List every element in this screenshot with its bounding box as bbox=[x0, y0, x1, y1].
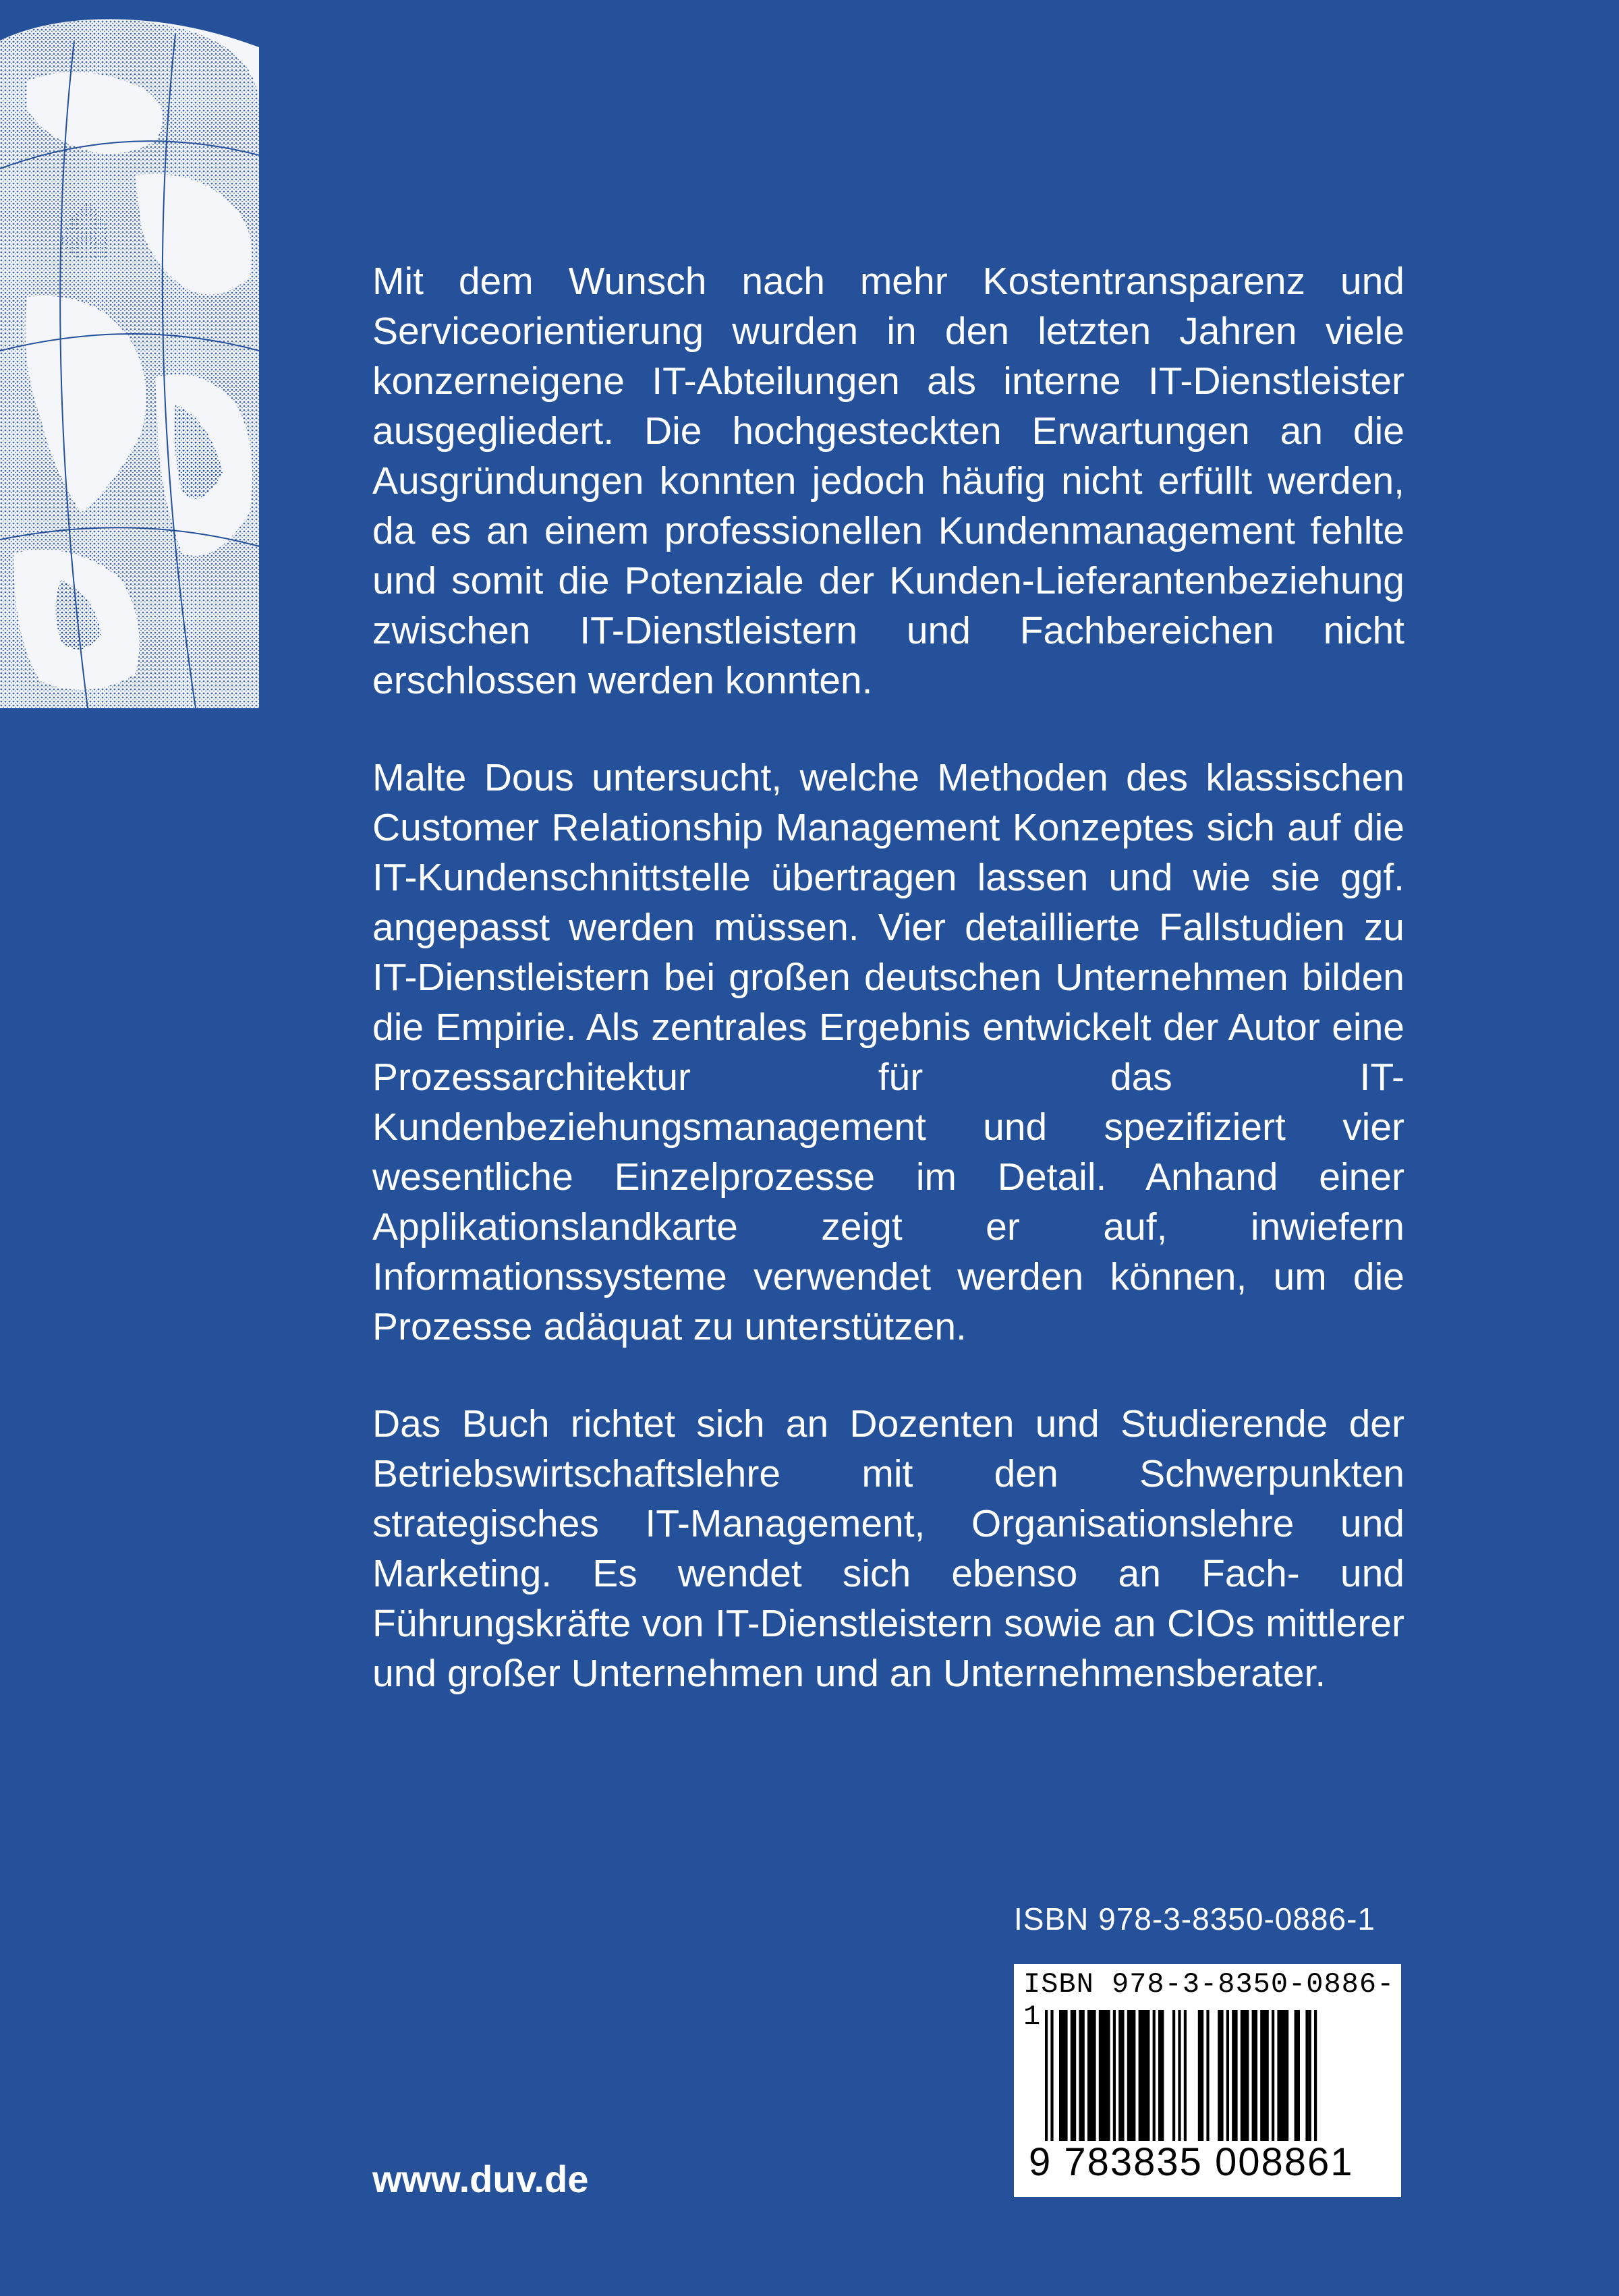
publisher-website: www.duv.de bbox=[372, 2158, 589, 2200]
blurb-text bbox=[372, 256, 1404, 1746]
blurb-paragraph-2: Malte Dous untersucht, welche Methoden des klassischen Customer Relationship Management Konzeptes sich auf die IT-Kundenschnittstelle übertragen lassen und wie sie ggf. angepasst werden müssen. Vier detaillierte Fallstudien zu IT-Dienstleistern bei großen deutschen Unternehmen bilden die Empirie. Als zentrales Ergebnis entwickelt der Autor eine Prozessarchitektur für das IT-Kundenbeziehungsmanagement und spezifiziert vier wesentliche Einzelprozesse im Detail. Anhand einer Applikationslandkarte zeigt er auf, inwiefern Informationssysteme verwendet werden können, um die Prozesse adäquat zu unterstützen. bbox=[372, 756, 1404, 1348]
globe-icon bbox=[0, 0, 259, 708]
blurb-paragraph-3: Das Buch richtet sich an Dozenten und Studierende der Betriebswirtschaftslehre mit den Schwerpunkten strategisches IT-Management, Organisationslehre und Marketing. Es wendet sich ebenso an Fach- und Führungskräfte von IT-Dienstleistern sowie an CIOs mittlerer und großer Unternehmen und an Unternehmensberater. bbox=[372, 1402, 1404, 1695]
barcode-isbn-label: ISBN 978-3-8350-0886-1 bbox=[1023, 1968, 1395, 2033]
barcode-digits: 9 783835 008861 bbox=[1029, 2141, 1393, 2184]
globe-illustration bbox=[0, 0, 259, 708]
blurb-paragraph-1: Mit dem Wunsch nach mehr Kostentransparenz und Serviceorientierung wurden in den letzten Jahren viele konzerneigene IT-Abteilungen als interne IT-Dienstleister ausgegliedert. Die hochgesteckten Erwartungen an die Ausgründungen konnten jedoch häufig nicht erfüllt werden, da es an einem professionellen Kundenmanagement fehlte und somit die Potenziale der Kunden-Lieferantenbeziehung zwischen IT-Dienstleistern und Fachbereichen nicht erschlossen werden konnten. bbox=[372, 260, 1404, 702]
isbn-label: ISBN 978-3-8350-0886-1 bbox=[1014, 1901, 1375, 1936]
barcode bbox=[1014, 1964, 1401, 2197]
